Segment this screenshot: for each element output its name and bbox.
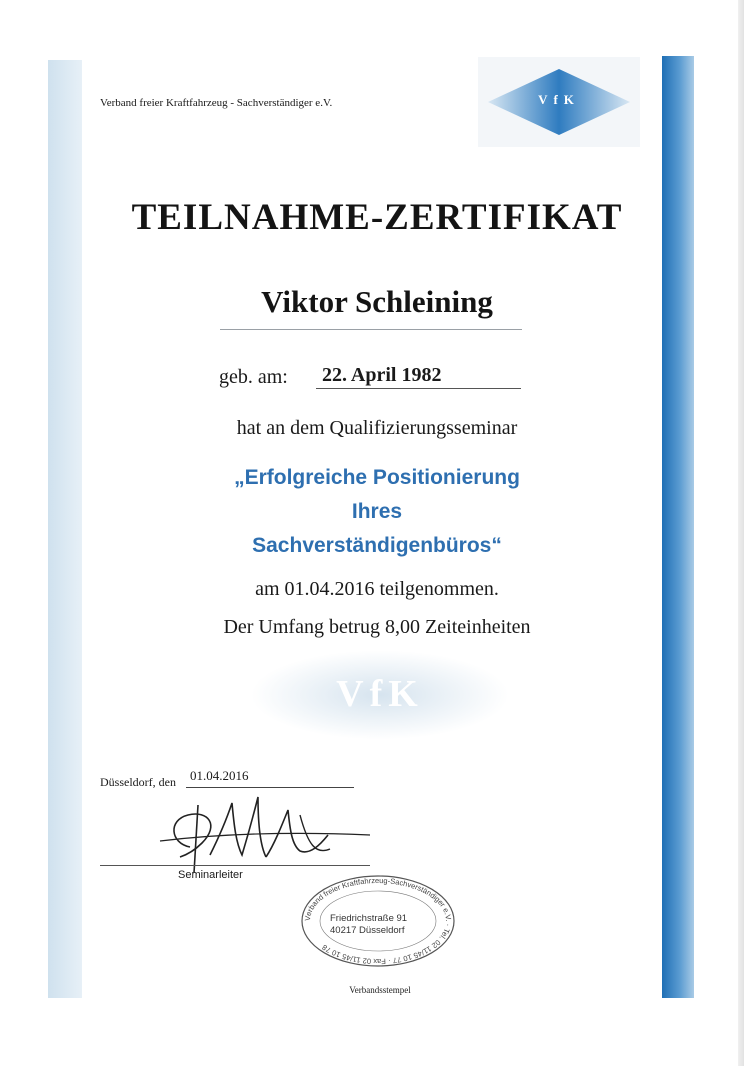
handwritten-signature [150, 785, 380, 875]
vfk-watermark [250, 650, 510, 740]
signature-line [100, 865, 370, 866]
certificate-title: TEILNAHME-ZERTIFIKAT [131, 197, 623, 238]
watermark-text: VfK [336, 673, 424, 715]
association-name: Verband freier Kraftfahrzeug - Sachverständiger e.V. [100, 97, 333, 109]
stamp-ring-text: Verband freier Kraftfahrzeug-Sachverständiger e.V. · Tel. 02 11/45 10 77 · Fax 02 11/45 10 78 [302, 875, 454, 967]
vfk-logo [478, 57, 640, 147]
place-date: 01.04.2016 [190, 768, 249, 783]
born-underline [316, 388, 521, 389]
stamp-city: 40217 Düsseldorf [330, 925, 405, 936]
seminar-title-line-2: Ihres [351, 500, 403, 523]
stamp-label: Verbandsstempel [349, 985, 411, 995]
seminar-title-line-3: Sachverständigenbüros“ [252, 534, 502, 557]
scope-text: Der Umfang betrug 8,00 Zeiteinheiten [223, 616, 531, 638]
intro-text: hat an dem Qualifizierungsseminar [236, 417, 518, 439]
participant-name: Viktor Schleining [261, 284, 493, 319]
stamp-street: Friedrichstraße 91 [330, 913, 408, 924]
attendance-text: am 01.04.2016 teilgenommen. [255, 578, 499, 600]
name-underline [220, 329, 522, 330]
born-label: geb. am: [219, 366, 288, 388]
seminar-title-line-1: „Erfolgreiche Positionierung [234, 466, 520, 489]
place-label: Düsseldorf, den [100, 775, 176, 789]
stamp-address [330, 913, 440, 937]
born-date: 22. April 1982 [322, 364, 442, 386]
signature-role: Seminarleiter [178, 869, 243, 881]
logo-text: VfK [538, 92, 580, 107]
